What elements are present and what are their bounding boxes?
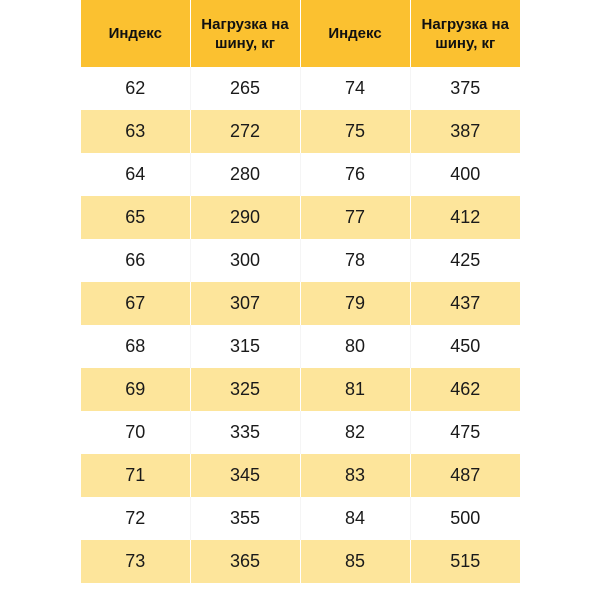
index-cell: 68 — [81, 325, 190, 368]
table-row — [81, 540, 520, 583]
table-row — [81, 368, 520, 411]
load-cell: 300 — [190, 239, 300, 282]
index-cell: 74 — [300, 67, 410, 110]
header-load-1-line1: Нагрузка на — [201, 15, 289, 33]
table-row — [81, 110, 520, 153]
index-cell: 63 — [81, 110, 190, 153]
index-cell: 65 — [81, 196, 190, 239]
index-cell: 80 — [300, 325, 410, 368]
load-cell: 375 — [410, 67, 520, 110]
load-cell: 487 — [410, 454, 520, 497]
table-row — [81, 325, 520, 368]
index-cell: 81 — [300, 368, 410, 411]
header-load-1 — [190, 0, 300, 67]
index-cell: 69 — [81, 368, 190, 411]
index-cell: 62 — [81, 67, 190, 110]
header-load-2-line1: Нагрузка на — [421, 15, 509, 33]
index-cell: 78 — [300, 239, 410, 282]
index-cell: 73 — [81, 540, 190, 583]
load-cell: 462 — [410, 368, 520, 411]
index-cell: 83 — [300, 454, 410, 497]
index-cell: 64 — [81, 153, 190, 196]
table-row — [81, 411, 520, 454]
header-index-2-label: Индекс — [328, 25, 382, 42]
index-cell: 71 — [81, 454, 190, 497]
load-cell: 280 — [190, 153, 300, 196]
table-row — [81, 497, 520, 540]
index-cell: 76 — [300, 153, 410, 196]
load-cell: 515 — [410, 540, 520, 583]
table-row — [81, 196, 520, 239]
load-cell: 355 — [190, 497, 300, 540]
load-cell: 325 — [190, 368, 300, 411]
index-cell: 67 — [81, 282, 190, 325]
index-cell: 77 — [300, 196, 410, 239]
index-cell: 66 — [81, 239, 190, 282]
header-row — [81, 0, 520, 67]
header-load-2 — [410, 0, 520, 67]
load-cell: 365 — [190, 540, 300, 583]
load-cell: 450 — [410, 325, 520, 368]
index-cell: 85 — [300, 540, 410, 583]
index-cell: 84 — [300, 497, 410, 540]
table-row — [81, 239, 520, 282]
header-index-1 — [81, 0, 190, 67]
load-cell: 387 — [410, 110, 520, 153]
load-cell: 425 — [410, 239, 520, 282]
table-row — [81, 153, 520, 196]
load-cell: 412 — [410, 196, 520, 239]
header-index-2 — [300, 0, 410, 67]
load-cell: 475 — [410, 411, 520, 454]
header-load-1-line2: шину, кг — [214, 34, 276, 52]
header-load-2-line2: шину, кг — [435, 34, 496, 52]
table-row — [81, 282, 520, 325]
load-cell: 400 — [410, 153, 520, 196]
load-cell: 265 — [190, 67, 300, 110]
load-cell: 437 — [410, 282, 520, 325]
header-index-1-label: Индекс — [108, 25, 162, 42]
index-cell: 79 — [300, 282, 410, 325]
table-body — [81, 67, 520, 583]
index-cell: 72 — [81, 497, 190, 540]
table-row — [81, 67, 520, 110]
table-header — [81, 0, 520, 67]
load-cell: 307 — [190, 282, 300, 325]
load-cell: 335 — [190, 411, 300, 454]
load-cell: 315 — [190, 325, 300, 368]
table-row — [81, 454, 520, 497]
index-cell: 82 — [300, 411, 410, 454]
load-cell: 345 — [190, 454, 300, 497]
load-cell: 272 — [190, 110, 300, 153]
index-cell: 70 — [81, 411, 190, 454]
load-cell: 290 — [190, 196, 300, 239]
load-cell: 500 — [410, 497, 520, 540]
index-cell: 75 — [300, 110, 410, 153]
load-index-table — [81, 0, 520, 583]
